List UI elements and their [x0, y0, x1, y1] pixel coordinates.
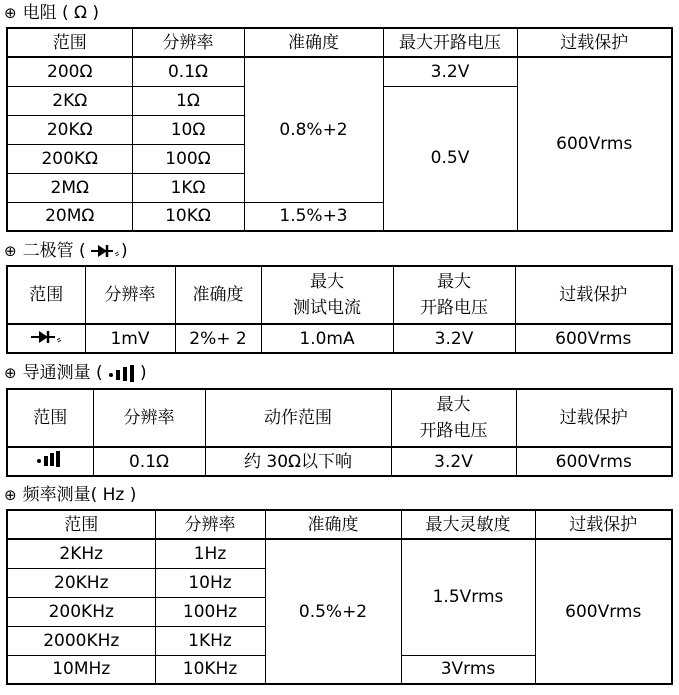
frequency-title: 频率测量( Hz ): [22, 485, 137, 505]
voltage-cell: 3.2V: [391, 447, 516, 476]
current-cell: 1.0mA: [261, 324, 393, 353]
header-cell: 最大 开路电压: [393, 266, 515, 324]
resolution-cell: 10Hz: [155, 568, 265, 597]
section-title-resistance: [4, 2, 99, 24]
header-cell: 分辨率: [132, 28, 244, 57]
header-cell: 范围: [7, 28, 132, 57]
header-cell: 分辨率: [85, 266, 175, 324]
resolution-cell: 1KΩ: [132, 173, 244, 202]
range-cell: 2KHz: [7, 539, 155, 568]
range-cell: 2MΩ: [7, 173, 132, 202]
header-cell: 范围: [7, 510, 155, 539]
section-title-diode: [4, 240, 128, 262]
table-row: [7, 447, 672, 476]
table-row: [7, 539, 672, 568]
header-cell: 范围: [7, 266, 85, 324]
header-cell: 准确度: [244, 28, 383, 57]
header-cell: 过载保护: [517, 28, 672, 57]
accuracy-cell: 0.5%+2: [265, 539, 401, 684]
range-cell: 20KHz: [7, 568, 155, 597]
protection-cell: 600Vrms: [516, 447, 672, 476]
buzzer-icon: [36, 451, 64, 467]
frequency-table: [6, 509, 673, 685]
header-cell: 动作范围: [205, 389, 391, 447]
resolution-cell: 1KHz: [155, 626, 265, 655]
resistance-table: [6, 27, 673, 232]
bullet-icon: ⊕: [4, 486, 17, 504]
resistance-title: 电阻 ( Ω ): [22, 3, 100, 23]
header-cell: 准确度: [265, 510, 401, 539]
header-cell: 最大 开路电压: [391, 389, 516, 447]
table-row: [7, 57, 672, 86]
continuity-title-prefix: 导通测量 (: [22, 363, 103, 383]
header-cell: 过载保护: [535, 510, 672, 539]
resolution-cell: 10Ω: [132, 115, 244, 144]
table-row: [7, 510, 672, 539]
header-cell: 最大灵敏度: [401, 510, 535, 539]
protection-cell: 600Vrms: [535, 539, 672, 684]
resolution-cell: 10KHz: [155, 655, 265, 684]
voltage-cell: 0.5V: [383, 86, 517, 231]
resolution-cell: 10KΩ: [132, 202, 244, 231]
diode-title-suffix: ): [121, 241, 128, 261]
diode-title-prefix: 二极管 (: [22, 241, 86, 261]
protection-cell: 600Vrms: [517, 57, 672, 231]
accuracy-cell: 2%+ 2: [175, 324, 261, 353]
range-cell: 200KHz: [7, 597, 155, 626]
range-cell: 20KΩ: [7, 115, 132, 144]
bullet-icon: ⊕: [4, 242, 17, 260]
action-range-cell: 约 30Ω以下响: [205, 447, 391, 476]
bullet-icon: ⊕: [4, 4, 17, 22]
resolution-cell: 1mV: [85, 324, 175, 353]
table-row: [7, 28, 672, 57]
section-title-continuity: [4, 362, 147, 384]
header-cell: 分辨率: [93, 389, 205, 447]
table-row: [7, 324, 672, 353]
protection-cell: 600Vrms: [515, 324, 672, 353]
resolution-cell: 0.1Ω: [93, 447, 205, 476]
header-cell: 最大开路电压: [383, 28, 517, 57]
sensitivity-cell: 3Vrms: [401, 655, 535, 684]
range-cell: 2KΩ: [7, 86, 132, 115]
header-cell: 最大 测试电流: [261, 266, 393, 324]
voltage-cell: 3.2V: [393, 324, 515, 353]
diode-icon: [91, 244, 121, 258]
bullet-icon: ⊕: [4, 364, 17, 382]
header-cell: 分辨率: [155, 510, 265, 539]
diode-icon: [29, 330, 63, 344]
continuity-title-suffix: ): [140, 363, 147, 383]
table-row: [7, 266, 672, 324]
table-row: [7, 389, 672, 447]
continuity-table: [6, 388, 673, 477]
range-cell: 10MHz: [7, 655, 155, 684]
range-cell: [7, 324, 85, 353]
resolution-cell: 0.1Ω: [132, 57, 244, 86]
accuracy-cell: 1.5%+3: [244, 202, 383, 231]
range-cell: 2000KHz: [7, 626, 155, 655]
sensitivity-cell: 1.5Vrms: [401, 539, 535, 655]
range-cell: [7, 447, 93, 476]
buzzer-icon: [108, 364, 140, 382]
resolution-cell: 1Ω: [132, 86, 244, 115]
header-cell: 过载保护: [516, 389, 672, 447]
resolution-cell: 1Hz: [155, 539, 265, 568]
header-cell: 准确度: [175, 266, 261, 324]
section-title-frequency: [4, 484, 136, 506]
range-cell: 200Ω: [7, 57, 132, 86]
resolution-cell: 100Hz: [155, 597, 265, 626]
voltage-cell: 3.2V: [383, 57, 517, 86]
diode-table: [6, 265, 673, 354]
accuracy-cell: 0.8%+2: [244, 57, 383, 202]
header-cell: 范围: [7, 389, 93, 447]
range-cell: 200KΩ: [7, 144, 132, 173]
resolution-cell: 100Ω: [132, 144, 244, 173]
header-cell: 过载保护: [515, 266, 672, 324]
range-cell: 20MΩ: [7, 202, 132, 231]
